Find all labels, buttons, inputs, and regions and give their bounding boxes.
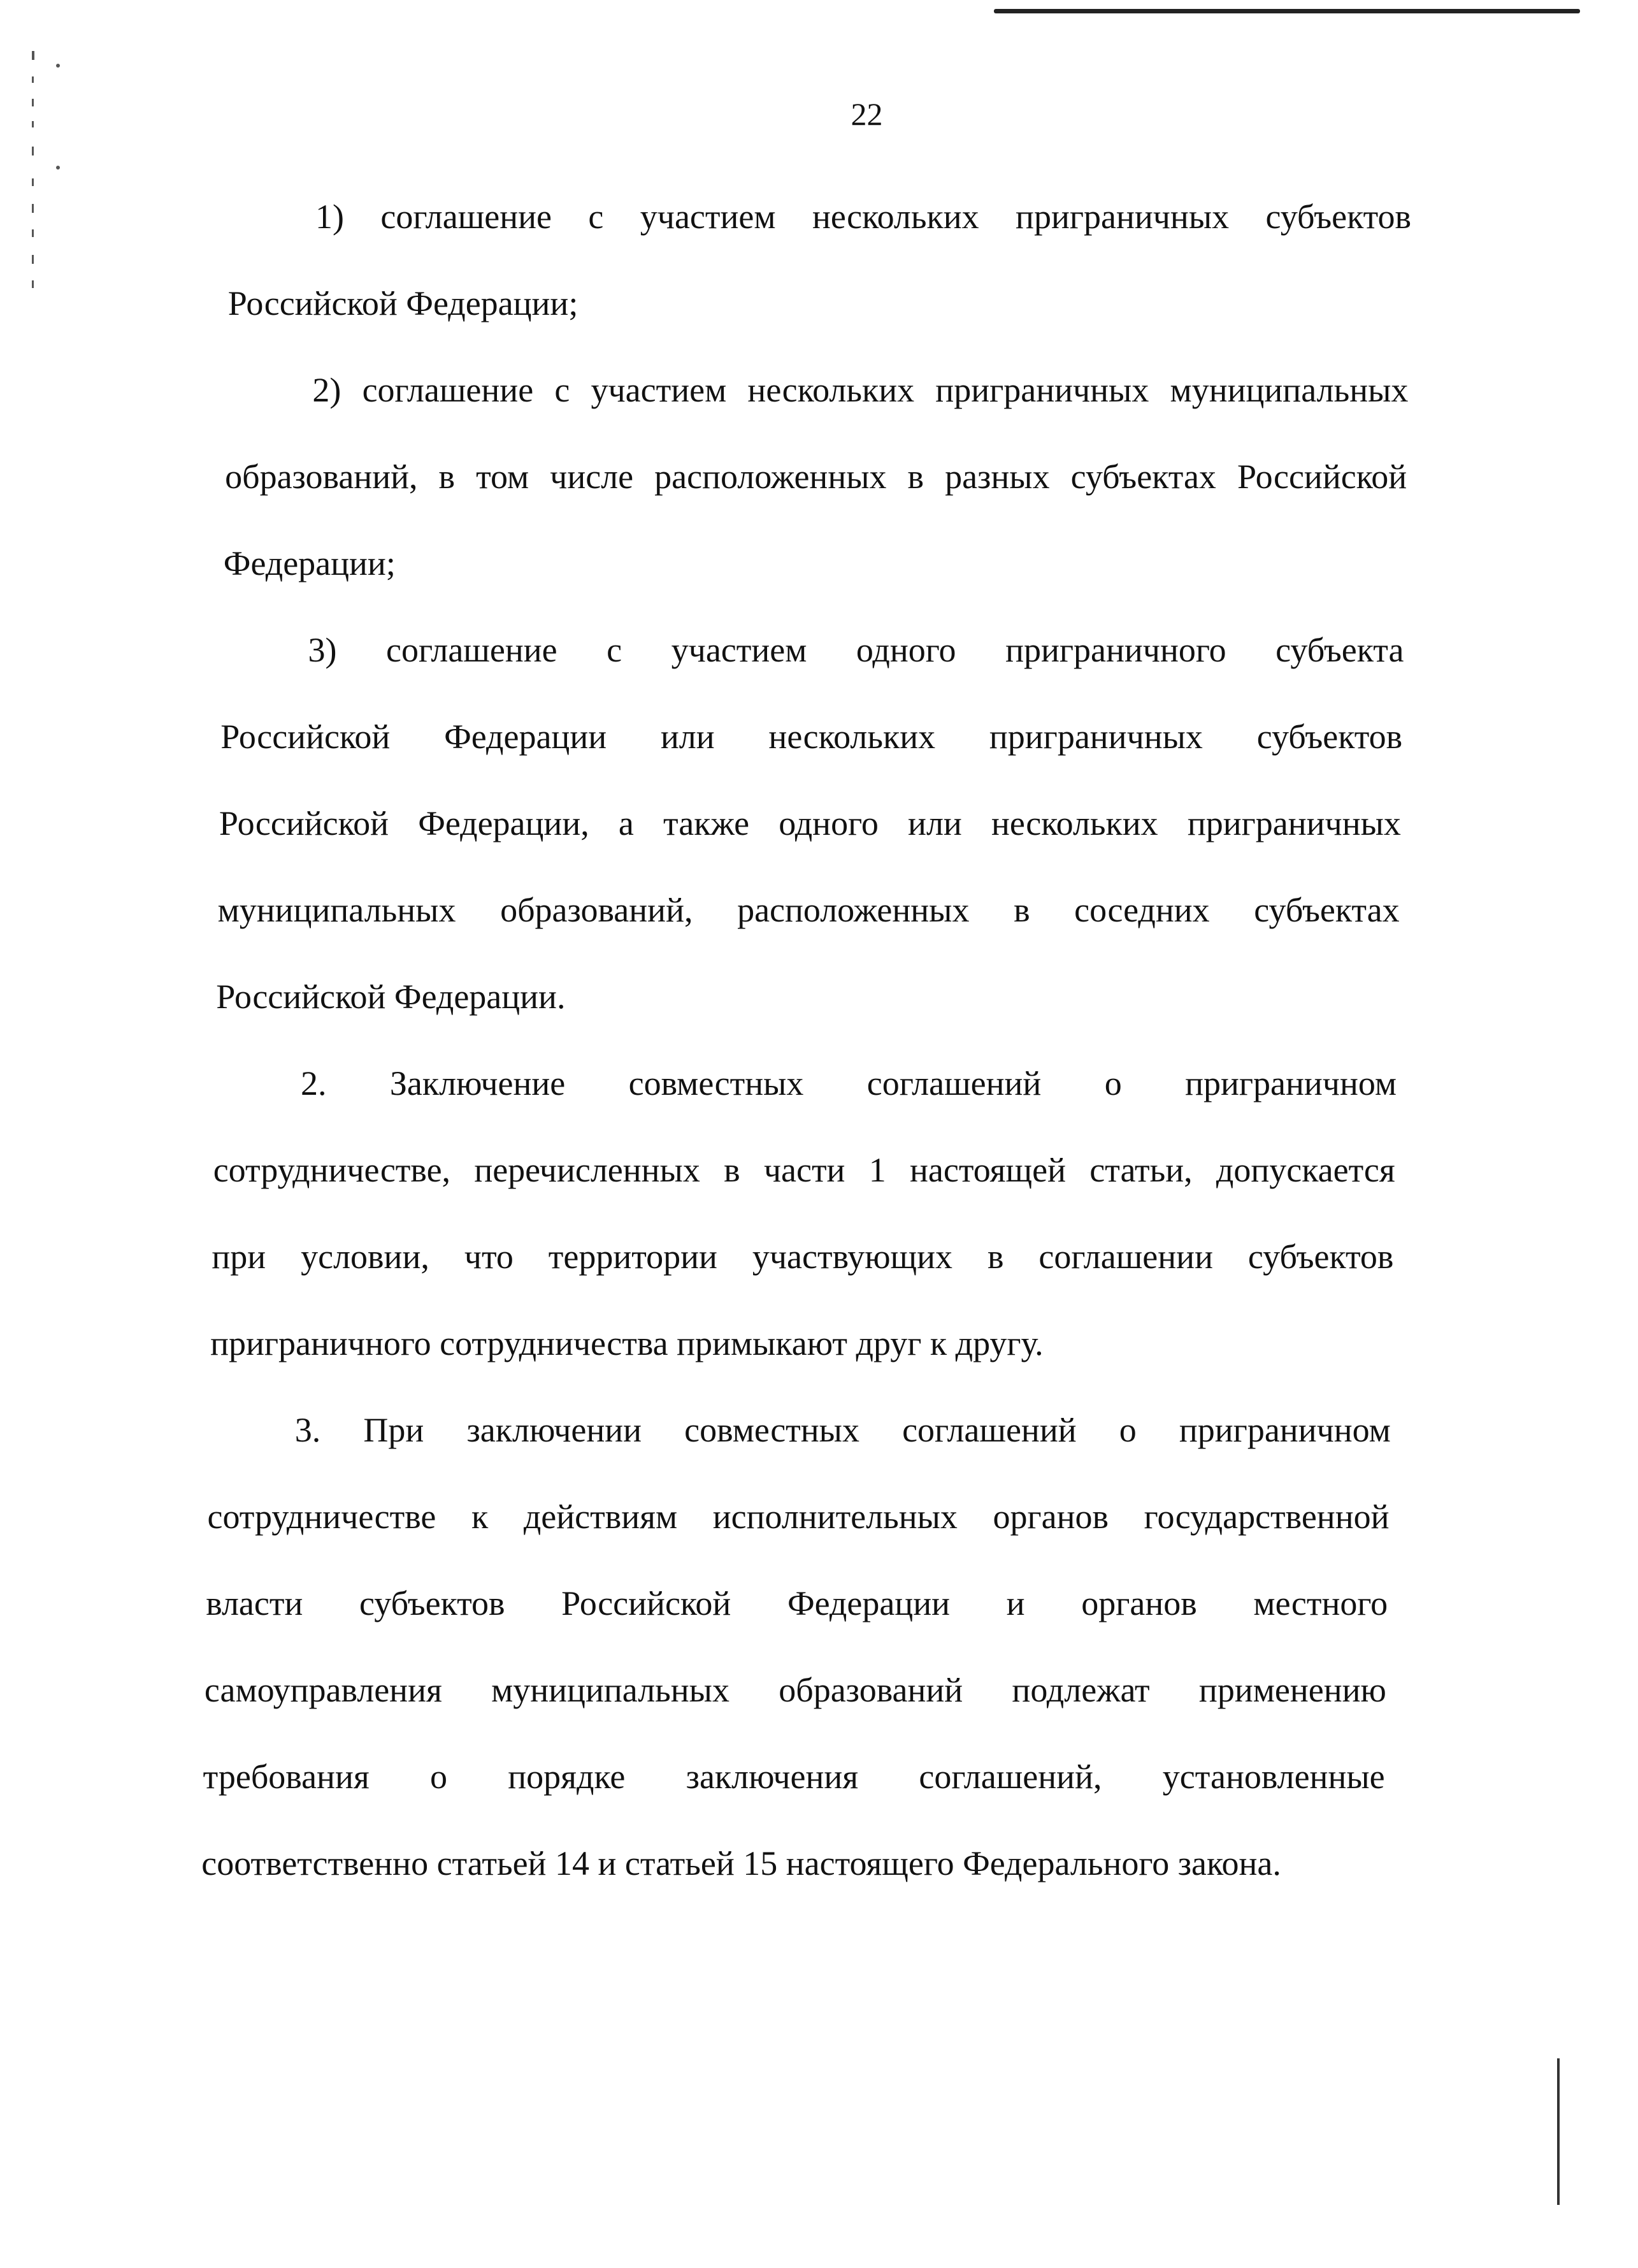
text-line: Российской Федерации, а также одного или нескольких приграничных	[219, 804, 1401, 842]
text-line: требования о порядке заключения соглашений, установленные	[203, 1758, 1385, 1796]
text-line: Федерации;	[223, 544, 396, 582]
page-number: 22	[851, 96, 883, 132]
text-line: самоуправления муниципальных образований подлежат применению	[204, 1671, 1386, 1709]
text-line: муниципальных образований, расположенных в соседних субъектах	[217, 891, 1400, 929]
text-line: Российской Федерации или нескольких приграничных субъектов	[220, 718, 1403, 756]
text-line: власти субъектов Российской Федерации и органов местного	[206, 1584, 1388, 1622]
text-line: сотрудничестве, перечисленных в части 1 настоящей статьи, допускается	[213, 1151, 1395, 1189]
text-line: Российской Федерации;	[227, 284, 578, 322]
text-line: 3) соглашение с участием одного приграничного субъекта	[308, 631, 1404, 669]
text-line: 2. Заключение совместных соглашений о приграничном	[301, 1064, 1397, 1102]
text-line: образований, в том числе расположенных в разных субъектах Российской	[225, 458, 1407, 496]
text-line: приграничного сотрудничества примыкают друг к другу.	[210, 1324, 1044, 1362]
text-line: Российской Федерации.	[216, 978, 566, 1016]
text-line: соответственно статьей 14 и статьей 15 настоящего Федерального закона.	[201, 1844, 1281, 1882]
text-line: 2) соглашение с участием нескольких приграничных муниципальных	[312, 371, 1409, 409]
scan-left-margin-marks	[25, 51, 64, 306]
text-line: при условии, что территории участвующих в соглашении субъектов	[212, 1238, 1394, 1276]
scan-right-edge-line	[1557, 2058, 1560, 2205]
text-line: 3. При заключении совместных соглашений о приграничном	[294, 1411, 1391, 1449]
text-line: сотрудничестве к действиям исполнительных органов государственной	[207, 1498, 1390, 1536]
scan-top-rule	[994, 9, 1580, 13]
text-line: 1) соглашение с участием нескольких приграничных субъектов	[315, 198, 1411, 236]
